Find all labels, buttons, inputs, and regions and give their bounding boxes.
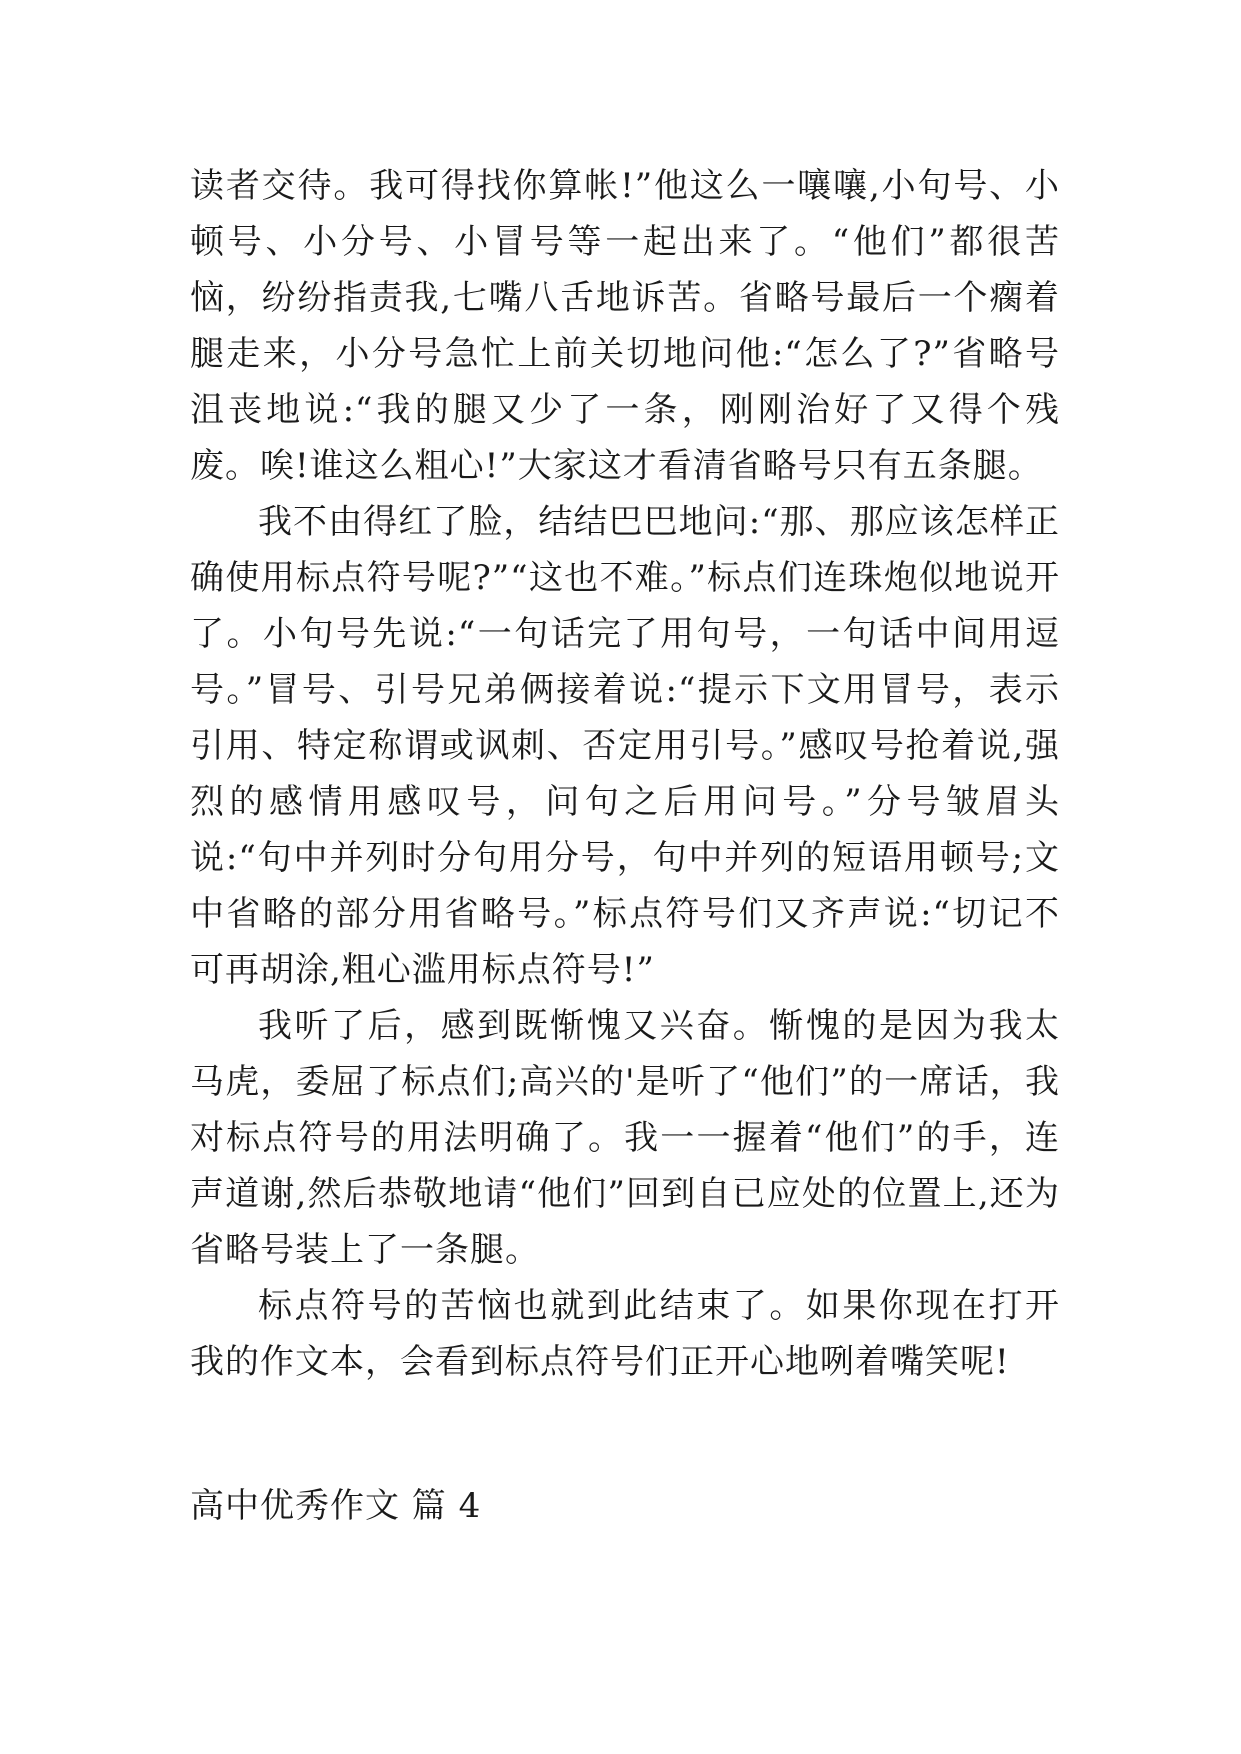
- document-body: [190, 158, 1060, 1534]
- section-heading: 高中优秀作文 篇 4: [190, 1486, 482, 1526]
- paragraph-2: 我不由得红了脸，结结巴巴地问:“那、那应该怎样正确使用标点符号呢?”“这也不难。”标点们连珠炮似地说开了。小句号先说:“一句话完了用句号，一句话中间用逗号。”冒号、引号兄弟俩接着说:“提示下文用冒号，表示引用、特定称谓或讽刺、否定用引号。”感叹号抢着说,强烈的感情用感叹号，问句之后用问号。”分号皱眉头说:“句中并列时分句用分号，句中并列的短语用顿号;文中省略的部分用省略号。”标点符号们又齐声说:“切记不可再胡涂,粗心滥用标点符号!”: [190, 502, 1060, 990]
- paragraph-3: 我听了后，感到既惭愧又兴奋。惭愧的是因为我太马虎，委屈了标点们;高兴的'是听了“他们”的一席话，我对标点符号的用法明确了。我一一握着“他们”的手，连声道谢,然后恭敬地请“他们”回到自已应处的位置上,还为省略号装上了一条腿。: [190, 1006, 1060, 1270]
- paragraph-1: 读者交待。我可得找你算帐!”他这么一嚷嚷,小句号、小顿号、小分号、小冒号等一起出来了。“他们”都很苦恼，纷纷指责我,七嘴八舌地诉苦。省略号最后一个瘸着腿走来，小分号急忙上前关切地问他:“怎么了?”省略号沮丧地说:“我的腿又少了一条，刚刚治好了又得个残废。唉!谁这么粗心!”大家这才看清省略号只有五条腿。: [190, 166, 1060, 486]
- paragraph-4: 标点符号的苦恼也就到此结束了。如果你现在打开我的作文本，会看到标点符号们正开心地咧着嘴笑呢!: [190, 1286, 1060, 1382]
